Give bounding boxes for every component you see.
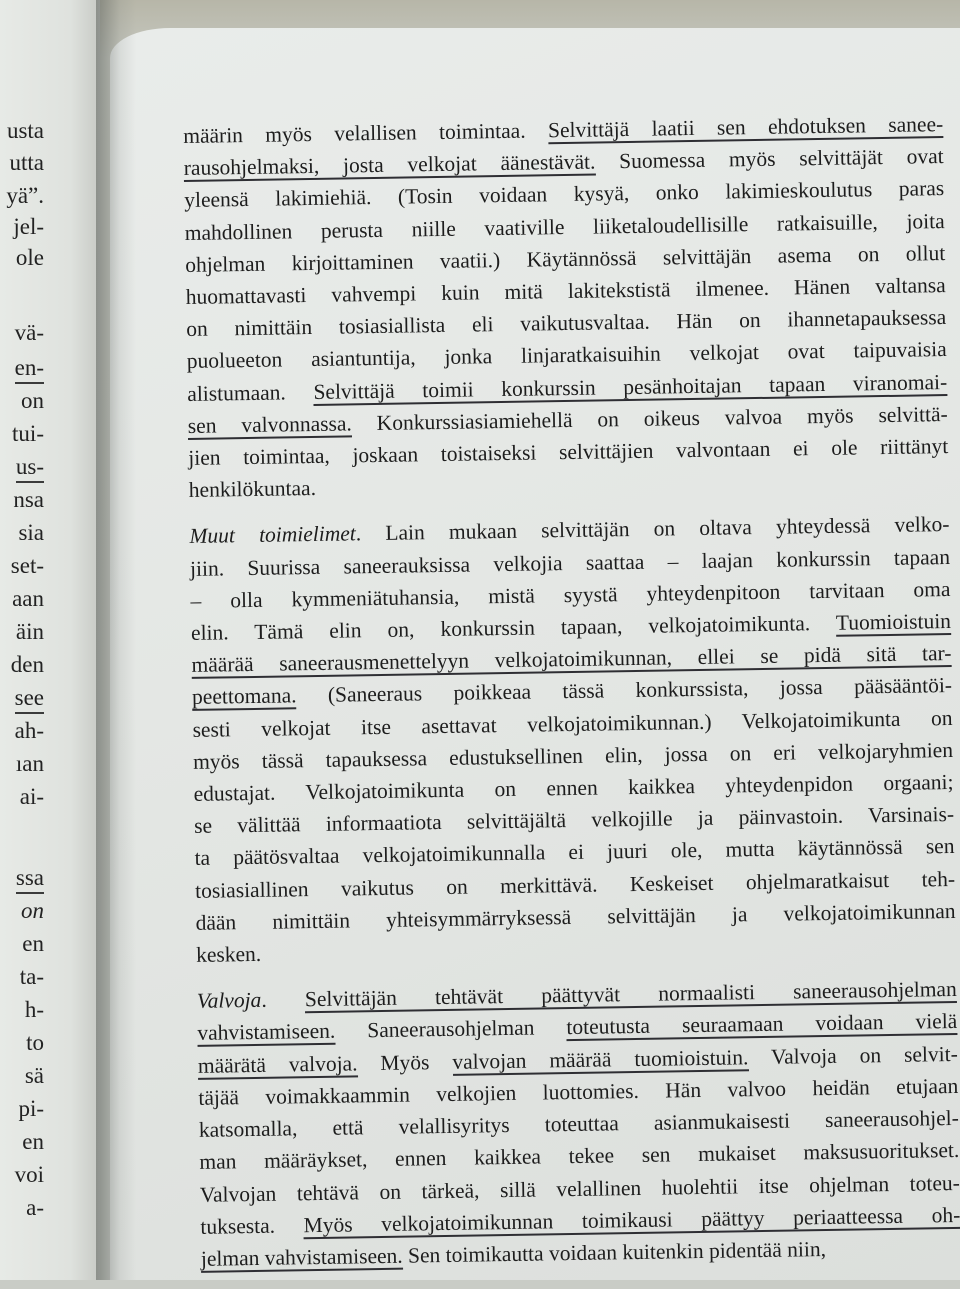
text-segment: man määräykset, ennen kaikkea tekee sen mukaiset maksusuoritukset. (199, 1138, 960, 1175)
underlined-text: rausohjelmaksi, josta velkojat äänestävät. (183, 149, 596, 181)
left-page-fragment: on (21, 898, 44, 923)
left-page-fragment: ole (15, 245, 44, 270)
left-page-fragment: usta (6, 118, 44, 143)
text-segment: ta päätösvaltaa velkojatoimikunnalla ei juuri ole, mutta käytännössä sen (194, 834, 955, 871)
left-page-fragment: tui- (12, 421, 44, 446)
text-segment: sesti velkojat itse asettavat velkojatoimikunnan.) Velkojatoimikunta on (192, 705, 953, 742)
text-segment: yleensä lakimiehiä. (Tosin voidaan kysyä, onko lakimieskoulutus paras (184, 176, 945, 213)
underlined-text: jelman vahvistamiseen. (200, 1243, 403, 1271)
underlined-text: Selvittäjän tehtävät päättyvät normaalisti saneerausohjelman (304, 977, 957, 1012)
underlined-text: peettomana. (191, 683, 297, 710)
text-segment: Myös (357, 1049, 453, 1076)
book-gutter (96, 0, 136, 1280)
text-segment: myös tässä tapauksessa edustuksellinen elin, jossa on eri velkojaryhmien (192, 737, 954, 774)
left-page-fragment: sä (24, 1063, 44, 1088)
left-page-fragment: den (10, 652, 44, 677)
left-page-fragment: nsa (13, 487, 44, 512)
paragraph (197, 973, 960, 1275)
text-segment: Saneerausohjelman (335, 1015, 567, 1044)
text-segment: Sen toimikautta voidaan kuitenkin pidentää niin, (402, 1236, 827, 1268)
text-segment: Suomessa myös selvittäjät ovat (595, 144, 944, 174)
text-segment: alistumaan. (187, 379, 314, 406)
left-page-fragment: ta- (19, 964, 44, 989)
text-segment: täjää voimakkaammin velkojien luottomies. Hän valvoo heidän etujaan (198, 1073, 959, 1110)
page-text (183, 108, 960, 1289)
left-page-fragment: en (22, 1129, 44, 1154)
left-page-fragment: us- (16, 454, 44, 483)
left-page-fragment: äin (15, 619, 44, 644)
left-page-fragment: ah- (14, 718, 44, 743)
text-segment: henkilökuntaa. (188, 476, 317, 503)
paragraph (183, 108, 949, 506)
text-segment: – olla kymmeniätuhansia, mistä syystä yhteydenpitoon tarvitaan oma (190, 576, 951, 613)
underlined-text: Tuomioistuin (835, 609, 952, 635)
text-segment: tosiasiallinen vaikutus on merkittävä. Keskeiset ohjelmaratkaisut teh- (194, 866, 956, 903)
underlined-text: toteutusta seuraamaan voidaan vielä (566, 1009, 958, 1040)
left-page-fragment: yä”. (6, 183, 44, 208)
left-page-fragment: on (21, 388, 44, 413)
underlined-text: Myös velkojatoimikunnan toimikausi päättyy periaatteessa oh- (303, 1202, 960, 1237)
text-segment: (Saneeraus poikkeaa tässä konkurssista, jossa pääsääntöi- (296, 673, 953, 708)
left-page-fragment: a- (26, 1195, 44, 1220)
text-segment: puolueeton asiantuntija, jonka linjaratkaisuihin velkojat ovat taipuvaisia (186, 337, 947, 374)
underlined-text: Selvittäjä toimii konkurssin pesänhoitajan tapaan viranomai- (313, 369, 948, 404)
underlined-text: Selvittäjä laatii sen ehdotuksen sanee- (547, 112, 944, 143)
text-segment: on nimittäin tosiasiallista eli vaikutusvaltaa. Hän on ihannetapauksessa (186, 305, 947, 342)
left-page-fragment: voi (14, 1162, 44, 1187)
text-segment: Valvoja on selvit- (748, 1041, 958, 1069)
left-page-fragment: ai- (19, 784, 44, 809)
left-page-fragment: utta (9, 150, 44, 175)
text-segment: jiin. Suurissa saneerauksissa velkojia saattaa – laajan konkurssin tapaan (189, 544, 951, 581)
text-segment: . (261, 987, 306, 1013)
left-page (0, 0, 100, 1280)
text-segment: katsomalla, että velallisyritys toteuttaa asianmukaisesti saneerausohjel- (198, 1106, 959, 1142)
underlined-text: valvojan määrää tuomioistuin. (452, 1044, 749, 1074)
text-segment: jien toimintaa, joskaan toistaiseksi selvittäjien valvontaan ei ole riittänyt (188, 434, 949, 470)
text-segment: elin. Tämä elin on, konkurssin tapaan, velkojatoimikunta. (190, 610, 837, 645)
left-page-fragment: en (22, 931, 44, 956)
underlined-text: vahvistamiseen. (197, 1019, 336, 1046)
left-page-fragment: aan (12, 586, 44, 611)
text-segment: huomattavasti vahvempi kuin mitä lakitekstistä ilmenee. Hänen valtansa (185, 273, 946, 309)
text-segment: dään nimittäin yhteisymmärryksessä selvittäjän ja velkojatoimikunnan (195, 898, 956, 935)
left-page-fragment: ssa (16, 865, 44, 894)
left-page-fragment: pi- (18, 1096, 44, 1121)
text-segment: ohjelman kirjoittaminen vaatii.) Käytännössä selvittäjän asema on ollut (185, 240, 946, 277)
text-segment: kesken. (195, 941, 262, 967)
text-segment: tuksesta. (200, 1212, 304, 1239)
italic-heading: Valvoja (196, 988, 262, 1014)
left-page-fragment: en- (15, 355, 44, 384)
paragraph (189, 508, 956, 971)
underlined-text: sen valvonnassa. (187, 411, 352, 438)
left-page-fragment: to (26, 1030, 44, 1055)
text-segment: mahdollinen perusta niille vaativille liiketaloudellisille ratkaisuille, joita (184, 208, 945, 245)
left-page-fragment: h- (24, 997, 44, 1022)
underlined-text: määrää saneerausmenettelyyn velkojatoimikunnan, ellei se pidä sitä tar- (191, 641, 952, 678)
left-page-fragment: set- (10, 553, 44, 578)
text-segment: edustajat. Velkojatoimikunta on ennen kaikkea yhteydenpidon orgaani; (193, 770, 954, 806)
left-page-fragment: vä- (14, 320, 44, 345)
text-segment: se välittää informaatiota selvittäjältä velkojille ja päinvastoin. Varsinais- (193, 802, 955, 839)
italic-heading: Muut toimielimet (189, 521, 357, 549)
text-segment: Valvojan tehtävä on tärkeä, sillä velallinen huolehtii itse ohjelman toteu- (199, 1170, 960, 1207)
underlined-text: määrätä valvoja. (197, 1051, 358, 1078)
left-page-fragment: see (15, 685, 44, 714)
left-page-fragment: sia (18, 520, 44, 545)
text-segment: määrin myös velallisen toimintaa. (183, 118, 549, 148)
text-segment: . Lain mukaan selvittäjän on oltava yhteydessä velko- (355, 512, 950, 546)
left-page-fragment: ıan (15, 751, 44, 776)
text-segment: Konkurssiasiamiehellä on oikeus valvoa myös selvittä- (351, 401, 948, 436)
left-page-fragment: jel- (13, 214, 44, 239)
